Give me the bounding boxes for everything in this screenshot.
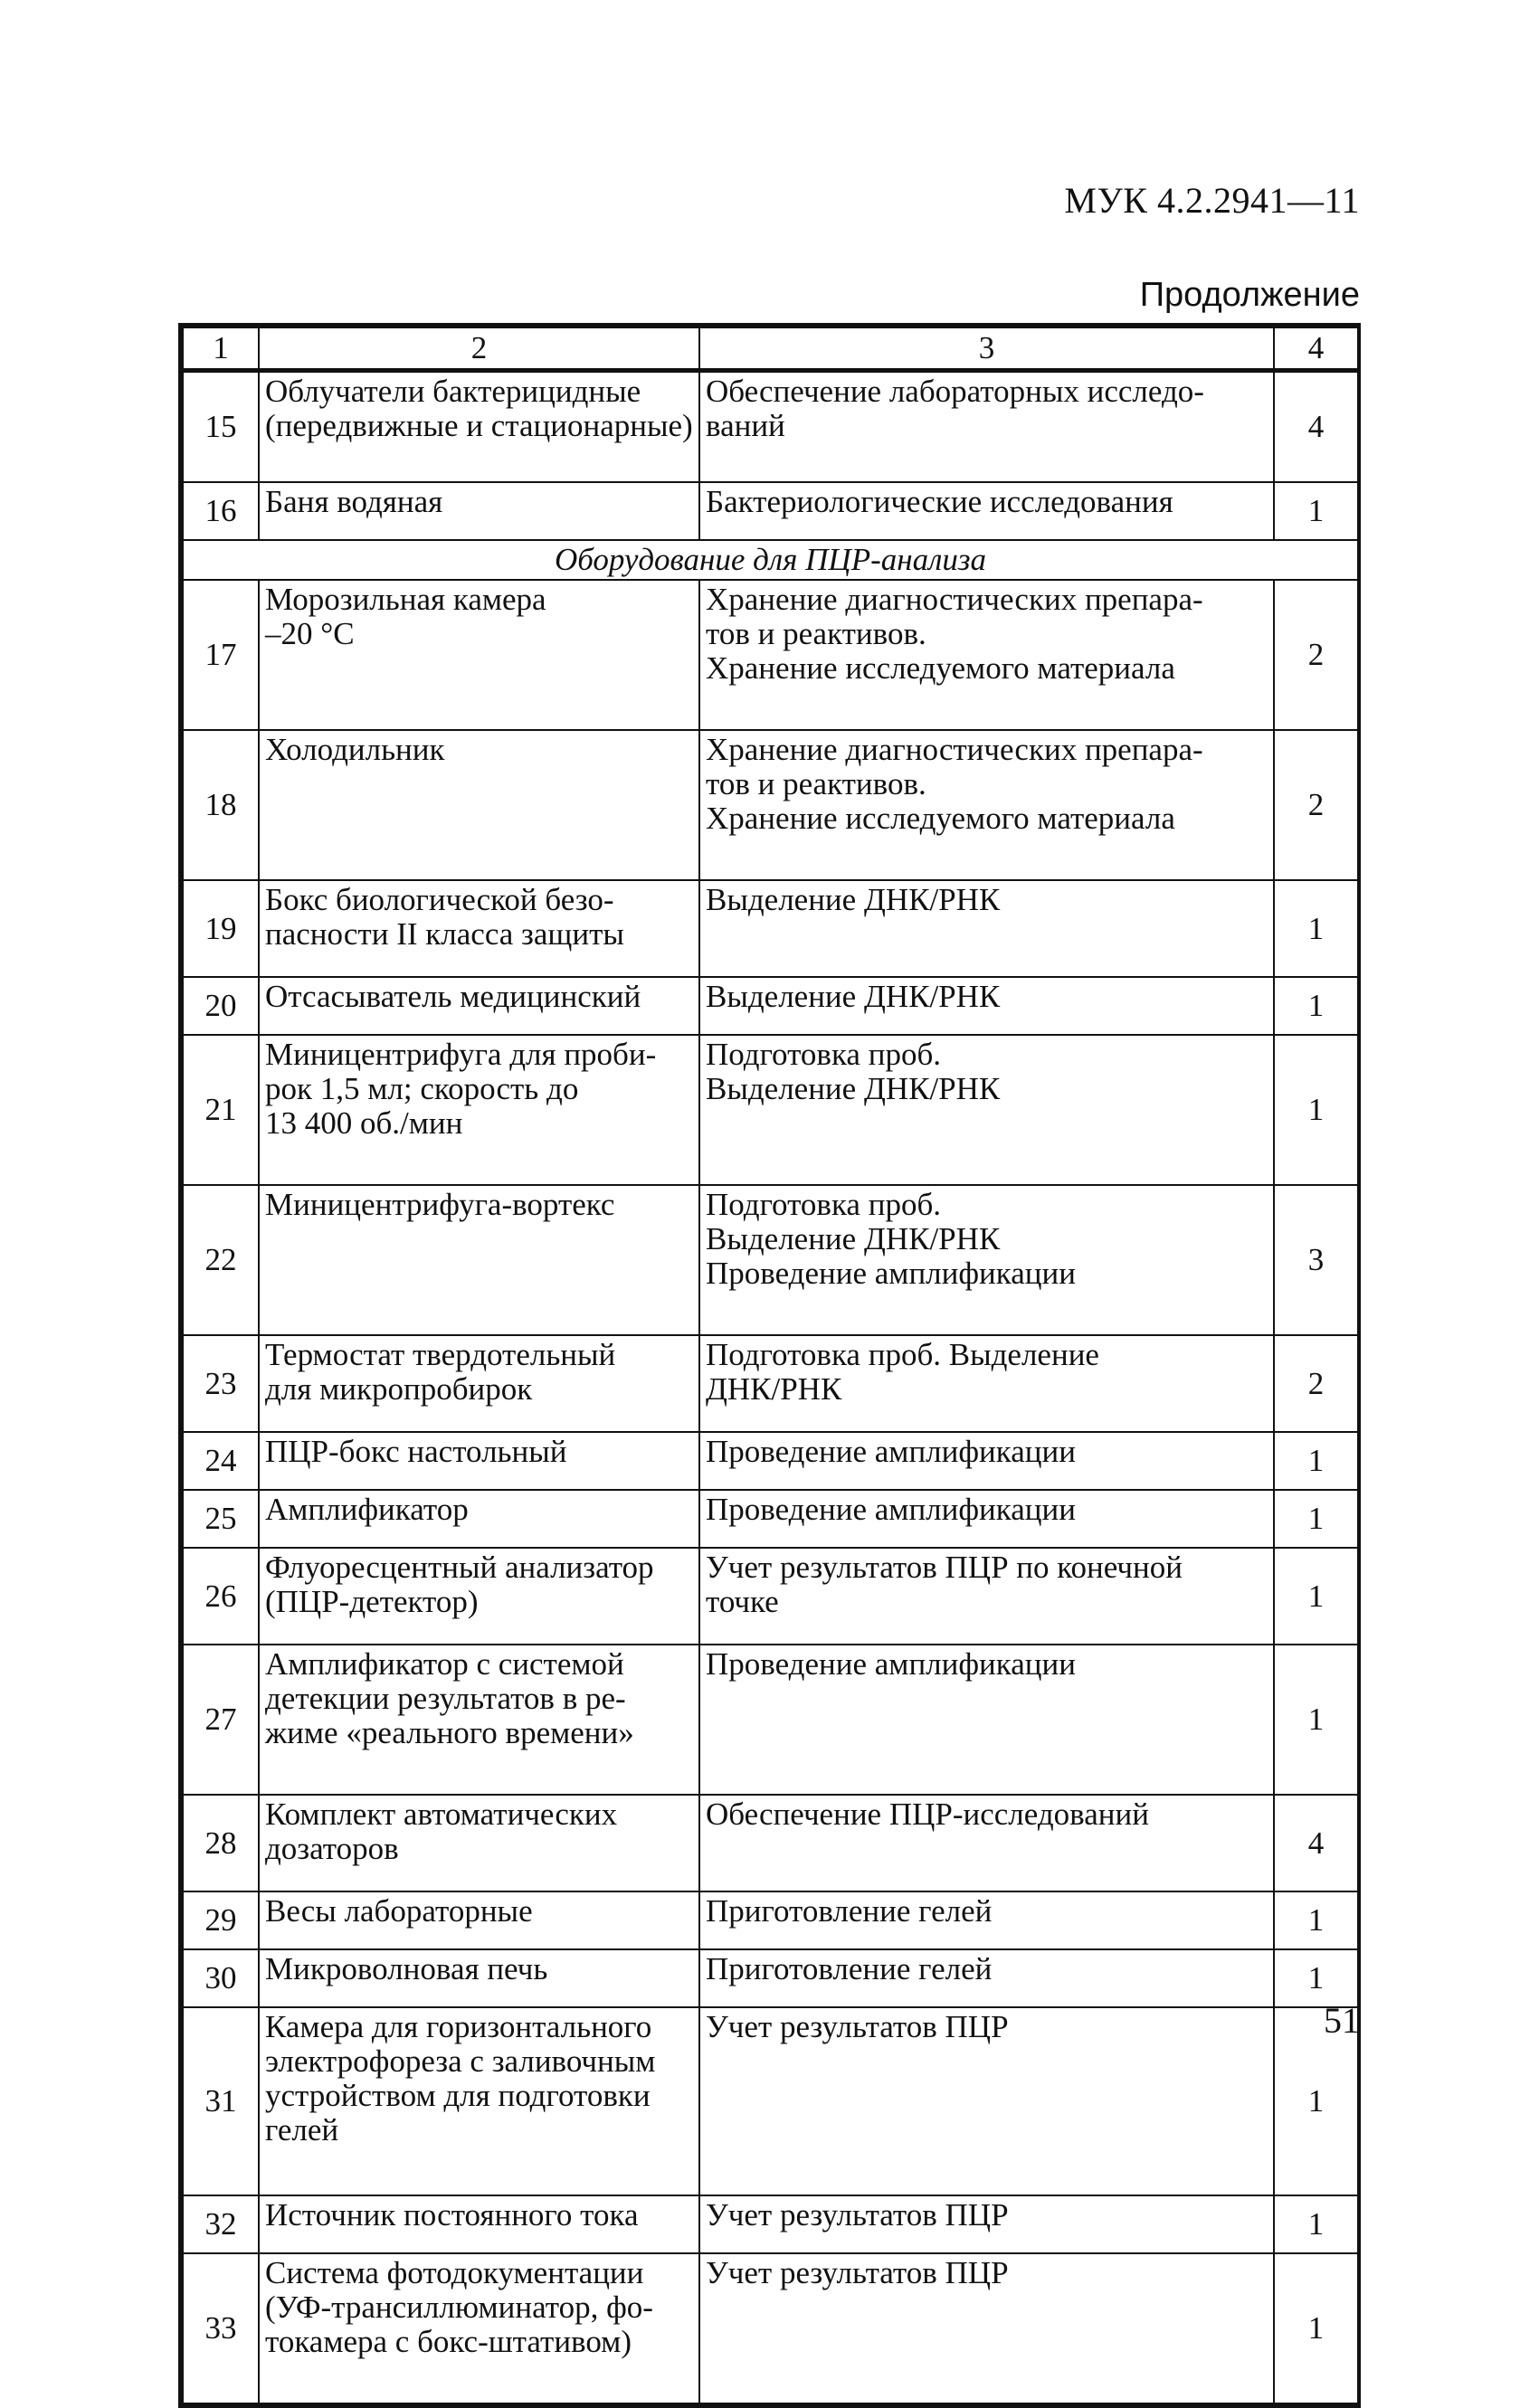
purpose-cell: Выделение ДНК/РНК: [699, 977, 1274, 1035]
purpose-cell: Проведение амплификации: [699, 1645, 1274, 1795]
table-row: [183, 1891, 1358, 1949]
section-title: Оборудование для ПЦР-анализа: [183, 540, 1358, 580]
table-row: [183, 371, 1358, 483]
equipment-name-cell: Комплект автоматических дозаторов: [259, 1795, 699, 1891]
table-row: [183, 1185, 1358, 1335]
column-number-3: 3: [699, 327, 1274, 371]
equipment-name-cell: ПЦР-бокс настольный: [259, 1432, 699, 1490]
table-row: [183, 2195, 1358, 2253]
table-body: [183, 327, 1358, 2403]
row-number-cell: 29: [183, 1891, 259, 1949]
purpose-cell: Учет результатов ПЦР: [699, 2007, 1274, 2195]
quantity-cell: 2: [1274, 1335, 1358, 1432]
quantity-cell: 4: [1274, 371, 1358, 483]
quantity-cell: 1: [1274, 1490, 1358, 1548]
row-number-cell: 20: [183, 977, 259, 1035]
purpose-cell: Учет результатов ПЦР по конечной точке: [699, 1548, 1274, 1645]
table-row: [183, 580, 1358, 730]
row-number-cell: 30: [183, 1949, 259, 2007]
equipment-name-cell: Бокс биологической безо- пасности II класса защиты: [259, 880, 699, 977]
row-number-cell: 19: [183, 880, 259, 977]
equipment-name-cell: Амплификатор: [259, 1490, 699, 1548]
table-row: [183, 1335, 1358, 1432]
quantity-cell: 1: [1274, 880, 1358, 977]
row-number-cell: 26: [183, 1548, 259, 1645]
purpose-cell: Подготовка проб. Выделение ДНК/РНК: [699, 1035, 1274, 1185]
table-row: [183, 1035, 1358, 1185]
table-row: [183, 977, 1358, 1035]
equipment-name-cell: Источник постоянного тока: [259, 2195, 699, 2253]
table-row: [183, 2253, 1358, 2403]
purpose-cell: Выделение ДНК/РНК: [699, 880, 1274, 977]
purpose-cell: Обеспечение лабораторных исследо- ваний: [699, 371, 1274, 483]
purpose-cell: Учет результатов ПЦР: [699, 2253, 1274, 2403]
purpose-cell: Учет результатов ПЦР: [699, 2195, 1274, 2253]
equipment-name-cell: Система фотодокументации (УФ-трансиллюминатор, фо- токамера с бокс-штативом): [259, 2253, 699, 2403]
table-row: [183, 1645, 1358, 1795]
column-number-row: [183, 327, 1358, 371]
equipment-name-cell: Облучатели бактерицидные (передвижные и стационарные): [259, 371, 699, 483]
purpose-cell: Подготовка проб. Выделение ДНК/РНК Проведение амплификации: [699, 1185, 1274, 1335]
row-number-cell: 32: [183, 2195, 259, 2253]
column-number-2: 2: [259, 327, 699, 371]
quantity-cell: 4: [1274, 1795, 1358, 1891]
table-row: [183, 2007, 1358, 2195]
equipment-name-cell: Флуоресцентный анализатор (ПЦР-детектор): [259, 1548, 699, 1645]
purpose-cell: Проведение амплификации: [699, 1490, 1274, 1548]
equipment-table-wrapper: [178, 323, 1361, 2408]
table-row: [183, 730, 1358, 880]
quantity-cell: 1: [1274, 1548, 1358, 1645]
row-number-cell: 33: [183, 2253, 259, 2403]
equipment-name-cell: Весы лабораторные: [259, 1891, 699, 1949]
quantity-cell: 1: [1274, 1432, 1358, 1490]
column-number-4: 4: [1274, 327, 1358, 371]
row-number-cell: 23: [183, 1335, 259, 1432]
row-number-cell: 16: [183, 482, 259, 540]
table-row: [183, 1432, 1358, 1490]
purpose-cell: Приготовление гелей: [699, 1949, 1274, 2007]
equipment-name-cell: Миницентрифуга-вортекс: [259, 1185, 699, 1335]
table-row: [183, 1490, 1358, 1548]
row-number-cell: 21: [183, 1035, 259, 1185]
table-row: [183, 1795, 1358, 1891]
equipment-name-cell: Термостат твердотельный для микропробирок: [259, 1335, 699, 1432]
row-number-cell: 25: [183, 1490, 259, 1548]
quantity-cell: 3: [1274, 1185, 1358, 1335]
row-number-cell: 27: [183, 1645, 259, 1795]
row-number-cell: 18: [183, 730, 259, 880]
quantity-cell: 1: [1274, 2195, 1358, 2253]
equipment-name-cell: Камера для горизонтального электрофореза с заливочным устройством для подготовки гелей: [259, 2007, 699, 2195]
row-number-cell: 15: [183, 371, 259, 483]
document-code: МУК 4.2.2941—11: [1064, 180, 1360, 221]
equipment-table: [182, 327, 1359, 2404]
quantity-cell: 1: [1274, 977, 1358, 1035]
equipment-name-cell: Морозильная камера –20 °С: [259, 580, 699, 730]
table-row: [183, 482, 1358, 540]
equipment-name-cell: Баня водяная: [259, 482, 699, 540]
purpose-cell: Проведение амплификации: [699, 1432, 1274, 1490]
purpose-cell: Хранение диагностических препара- тов и реактивов. Хранение исследуемого материала: [699, 730, 1274, 880]
purpose-cell: Приготовление гелей: [699, 1891, 1274, 1949]
equipment-name-cell: Холодильник: [259, 730, 699, 880]
purpose-cell: Хранение диагностических препара- тов и реактивов. Хранение исследуемого материала: [699, 580, 1274, 730]
equipment-name-cell: Микроволновая печь: [259, 1949, 699, 2007]
equipment-name-cell: Отсасыватель медицинский: [259, 977, 699, 1035]
page-number: 51: [1324, 2000, 1360, 2041]
equipment-name-cell: Амплификатор с системой детекции результатов в ре- жиме «реального времени»: [259, 1645, 699, 1795]
table-row: [183, 1949, 1358, 2007]
quantity-cell: 1: [1274, 1645, 1358, 1795]
table-row: [183, 880, 1358, 977]
row-number-cell: 28: [183, 1795, 259, 1891]
purpose-cell: Обеспечение ПЦР-исследований: [699, 1795, 1274, 1891]
row-number-cell: 24: [183, 1432, 259, 1490]
quantity-cell: 1: [1274, 2253, 1358, 2403]
column-number-1: 1: [183, 327, 259, 371]
section-row: [183, 540, 1358, 580]
equipment-name-cell: Миницентрифуга для проби- рок 1,5 мл; скорость до 13 400 об./мин: [259, 1035, 699, 1185]
quantity-cell: 1: [1274, 1035, 1358, 1185]
quantity-cell: 2: [1274, 580, 1358, 730]
table-row: [183, 1548, 1358, 1645]
quantity-cell: 1: [1274, 2007, 1358, 2195]
continuation-label: Продолжение: [1139, 276, 1360, 314]
purpose-cell: Подготовка проб. Выделение ДНК/РНК: [699, 1335, 1274, 1432]
row-number-cell: 22: [183, 1185, 259, 1335]
quantity-cell: 2: [1274, 730, 1358, 880]
quantity-cell: 1: [1274, 1891, 1358, 1949]
row-number-cell: 17: [183, 580, 259, 730]
quantity-cell: 1: [1274, 1949, 1358, 2007]
purpose-cell: Бактериологические исследования: [699, 482, 1274, 540]
quantity-cell: 1: [1274, 482, 1358, 540]
row-number-cell: 31: [183, 2007, 259, 2195]
